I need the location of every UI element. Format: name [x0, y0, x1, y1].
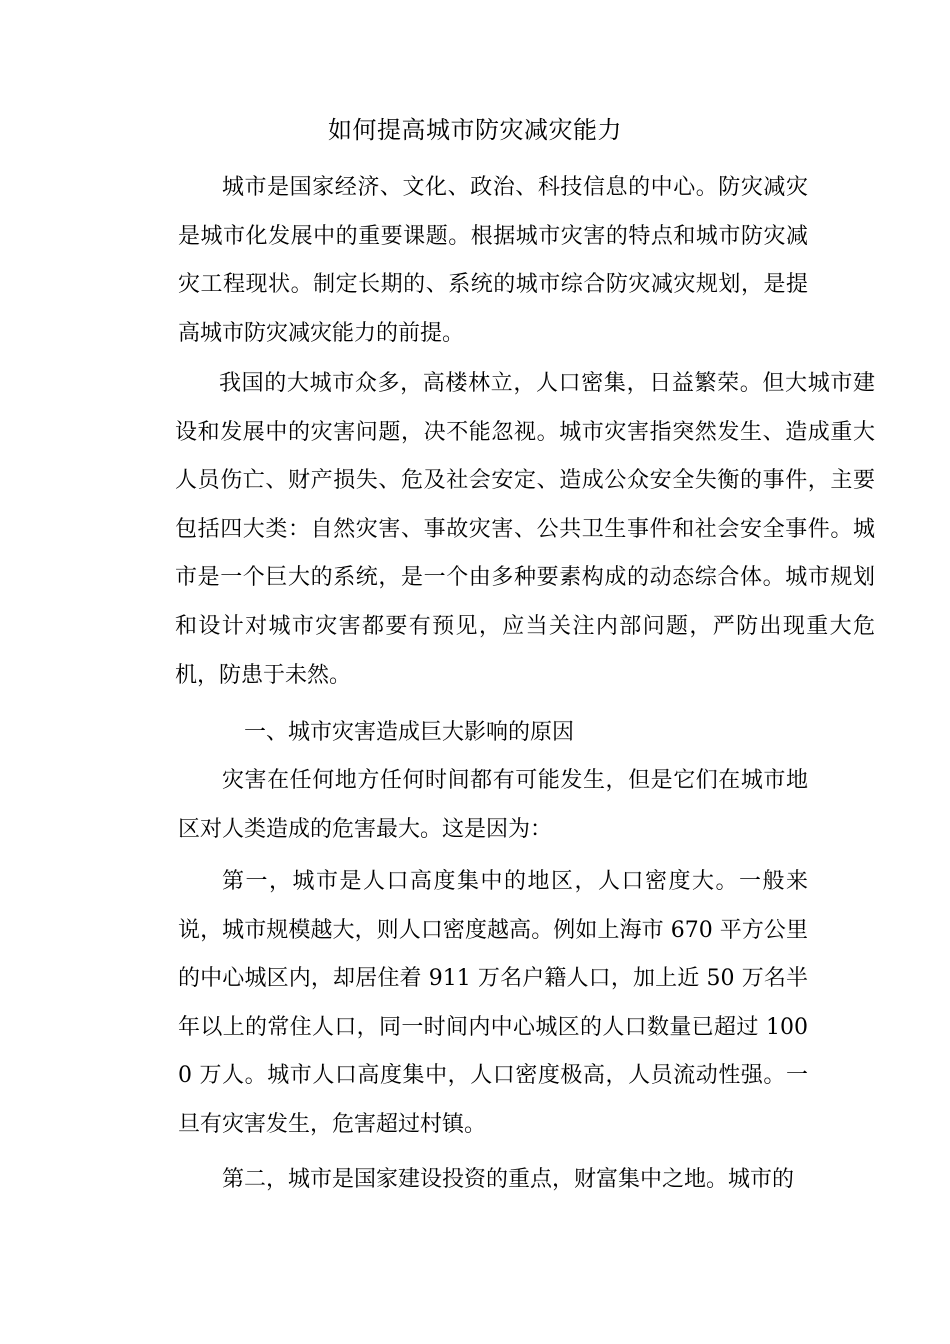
- paragraph-reason-one: 第一，城市是人口高度集中的地区，人口密度大。一般来说，城市规模越大，则人口密度越高。例如上海市 670 平方公里的中心城区内，却居住着 911 万名户籍人口，加上近 50 万名半年以上的常住人口，同一时间内中心城区的人口数量已超过 1000 万人。城市人口高度集中，人口密度极高，人员流动性强。一旦有灾害发生，危害超过村镇。: [178, 869, 808, 1137]
- paragraph-section-intro: 灾害在任何地方任何时间都有可能发生，但是它们在城市地区对人类造成的危害最大。这是因为：: [178, 768, 808, 842]
- paragraph-intro: 城市是国家经济、文化、政治、科技信息的中心。防灾减灾是城市化发展中的重要课题。根据城市灾害的特点和城市防灾减灾工程现状。制定长期的、系统的城市综合防灾减灾规划，是提高城市防灾减灾能力的前提。: [178, 175, 808, 346]
- paragraph-urban-disasters: 我国的大城市众多，高楼林立，人口密集，日益繁荣。但大城市建设和发展中的灾害问题，决不能忽视。城市灾害指突然发生、造成重大人员伤亡、财产损失、危及社会安定、造成公众安全失衡的事件，主要包括四大类：自然灾害、事故灾害、公共卫生事件和社会安全事件。城市是一个巨大的系统，是一个由多种要素构成的动态综合体。城市规划和设计对城市灾害都要有预见，应当关注内部问题，严防出现重大危机，防患于未然。: [175, 371, 875, 688]
- section-heading: 一、城市灾害造成巨大影响的原因: [244, 720, 575, 745]
- paragraph-reason-two: 第二，城市是国家建设投资的重点，财富集中之地。城市的: [222, 1167, 795, 1192]
- document-title: 如何提高城市防灾减灾能力: [328, 116, 622, 144]
